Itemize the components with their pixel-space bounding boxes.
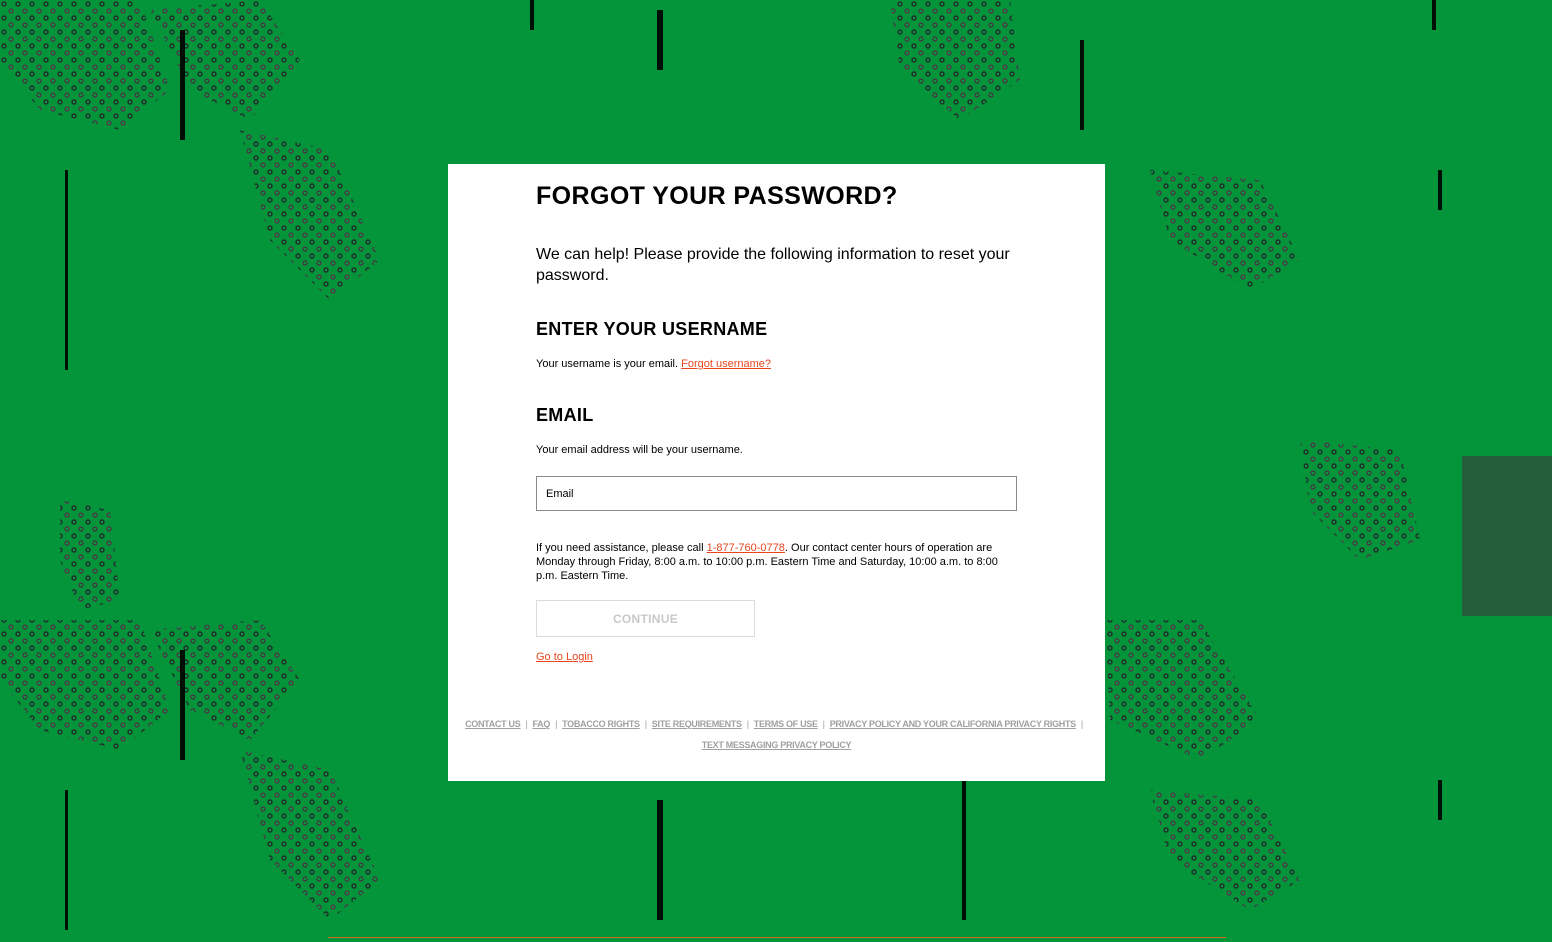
footer-separator: | — [1080, 719, 1083, 729]
footer-link-terms-of-use[interactable]: TERMS OF USE — [753, 719, 818, 729]
footer-links — [448, 714, 1105, 756]
bottom-divider — [328, 937, 1226, 938]
assistance-text-after: . Our contact center hours of operation are Monday through Friday, 8:00 a.m. to 10:00 p.m. Eastern Time and Saturday, 10:00 a.m. to 8:00 p.m. Eastern Time. — [536, 542, 998, 582]
footer-link-contact-us[interactable]: CONTACT US — [465, 719, 521, 729]
assistance-text — [536, 541, 1018, 583]
footer-link-site-requirements[interactable]: SITE REQUIREMENTS — [651, 719, 742, 729]
username-help-text: Your username is your email. — [536, 358, 679, 370]
footer-separator: | — [746, 719, 749, 729]
footer-separator: | — [525, 719, 528, 729]
footer-link-text-messaging-privacy[interactable]: TEXT MESSAGING PRIVACY POLICY — [701, 740, 852, 750]
email-heading: EMAIL — [536, 405, 594, 425]
username-heading: ENTER YOUR USERNAME — [536, 319, 768, 339]
email-help-text: Your email address will be your username. — [536, 444, 743, 456]
intro-text: We can help! Please provide the following information to reset your password. — [536, 246, 1010, 284]
go-to-login-link[interactable]: Go to Login — [536, 651, 593, 663]
forgot-username-link[interactable]: Forgot username? — [681, 358, 772, 370]
footer-link-faq[interactable]: FAQ — [532, 719, 551, 729]
footer-row-2 — [448, 735, 1105, 756]
username-help — [536, 357, 771, 371]
footer-row-1 — [448, 714, 1105, 735]
footer-separator: | — [555, 719, 558, 729]
footer-link-tobacco-rights[interactable]: TOBACCO RIGHTS — [562, 719, 640, 729]
email-input[interactable] — [536, 476, 1017, 511]
continue-button[interactable]: CONTINUE — [536, 600, 755, 637]
footer-link-privacy-policy[interactable]: PRIVACY POLICY AND YOUR CALIFORNIA PRIVACY RIGHTS — [829, 719, 1076, 729]
forgot-password-card — [448, 164, 1105, 781]
assistance-text-before: If you need assistance, please call — [536, 542, 707, 554]
page-title: FORGOT YOUR PASSWORD? — [536, 182, 898, 210]
footer-separator: | — [644, 719, 647, 729]
phone-link[interactable]: 1-877-760-0778 — [706, 542, 785, 554]
footer-separator: | — [822, 719, 825, 729]
